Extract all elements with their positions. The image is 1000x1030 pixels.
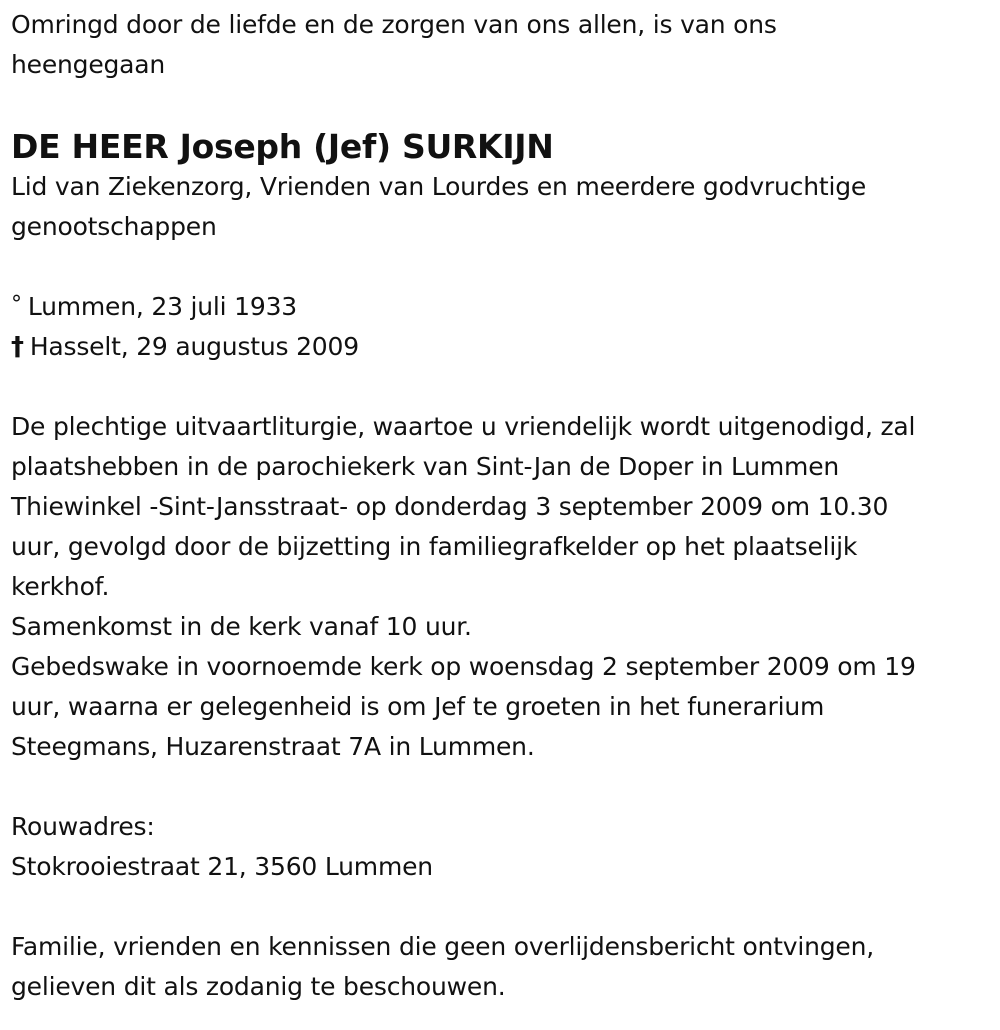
spacer [11,367,996,407]
ceremony-line: Steegmans, Huzarenstraat 7A in Lummen. [11,732,535,761]
birth-line [11,287,996,327]
ceremony-line: plaatshebben in de parochiekerk van Sint-Jan de Doper in Lummen [11,452,840,481]
ceremony-line: Samenkomst in de kerk vanaf 10 uur. [11,612,472,641]
address-value: Stokrooiestraat 21, 3560 Lummen [11,852,433,881]
closing-line-1: Familie, vrienden en kennissen die geen overlijdensbericht ontvingen, [11,932,875,961]
ceremony-line: Thiewinkel -Sint-Jansstraat- op donderdag 3 september 2009 om 10.30 [11,492,889,521]
address-label: Rouwadres: [11,812,155,841]
ceremony-line: uur, gevolgd door de bijzetting in familiegrafkelder op het plaatselijk [11,532,858,561]
closing-line-2: gelieven dit als zodanig te beschouwen. [11,972,506,1001]
death-text: Hasselt, 29 augustus 2009 [29,332,359,361]
memberships-line-2: genootschappen [11,212,217,241]
ceremony-line: kerkhof. [11,572,110,601]
spacer [11,887,996,927]
birth-symbol: ° [11,292,22,317]
intro-line-1: Omringd door de liefde en de zorgen van ons allen, is van ons [11,10,777,39]
death-line [11,327,996,367]
cross-icon: † [11,332,24,362]
deceased-name: DE HEER Joseph (Jef) SURKIJN [11,127,554,166]
memberships-line-1: Lid van Ziekenzorg, Vrienden van Lourdes en meerdere godvruchtige [11,172,867,201]
birth-text: Lummen, 23 juli 1933 [27,292,297,321]
spacer [11,247,996,287]
intro-line-2: heengegaan [11,50,166,79]
ceremony-line: Gebedswake in voornoemde kerk op woensdag 2 september 2009 om 19 [11,652,916,681]
death-notice [11,5,996,1007]
spacer [11,767,996,807]
ceremony-line: De plechtige uitvaartliturgie, waartoe u vriendelijk wordt uitgenodigd, zal [11,412,916,441]
ceremony-line: uur, waarna er gelegenheid is om Jef te groeten in het funerarium [11,692,825,721]
